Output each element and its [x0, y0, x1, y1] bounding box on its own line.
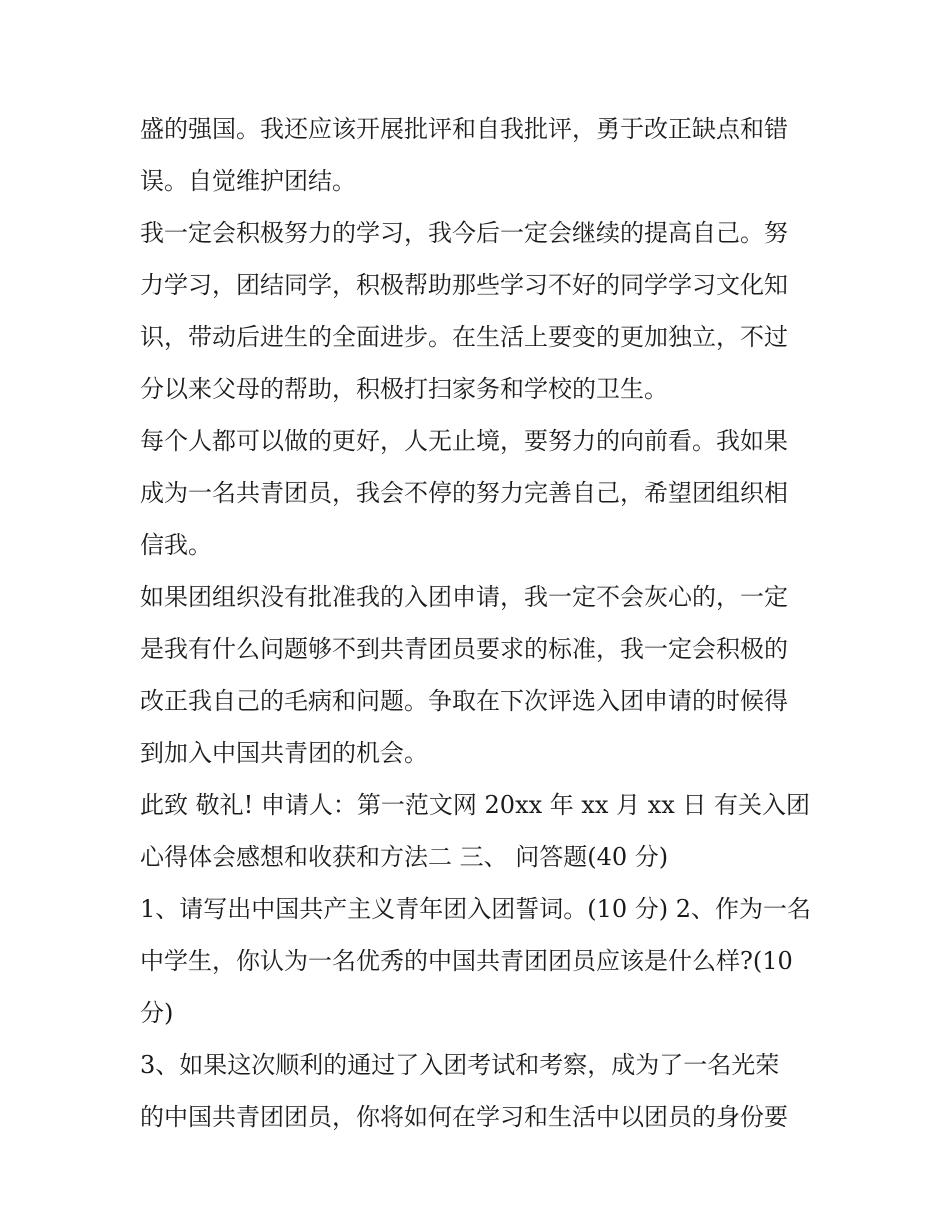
- text-line: 我一定会积极努力的学习，我今后一定会继续的提高自己。努: [140, 219, 788, 247]
- text-line: 信我。: [140, 531, 212, 559]
- text-line: 识，带动后进生的全面进步。在生活上要变的更加独立，不过: [140, 323, 788, 351]
- text-line: 误。自觉维护团结。: [140, 167, 356, 195]
- text-line: 力学习，团结同学，积极帮助那些学习不好的同学学习文化知: [140, 271, 788, 299]
- text-line: 盛的强国。我还应该开展批评和自我批评，勇于改正缺点和错: [140, 115, 788, 143]
- text-line: 改正我自己的毛病和问题。争取在下次评选入团申请的时候得: [140, 687, 788, 715]
- text-line: 3、如果这次顺利的通过了入团考试和考察，成为了一名光荣: [140, 1051, 780, 1079]
- text-line: 到加入中国共青团的机会。: [140, 739, 428, 767]
- text-line: 1、请写出中国共产主义青年团入团誓词。(10 分) 2、作为一名: [140, 895, 812, 923]
- text-line: 中学生，你认为一名优秀的中国共青团团员应该是什么样?(10: [140, 947, 793, 975]
- text-line: 心得体会感想和收获和方法二 三、 问答题(40 分): [140, 843, 669, 871]
- text-line: 成为一名共青团员，我会不停的努力完善自己，希望团组织相: [140, 479, 788, 507]
- document-body: [140, 103, 815, 1143]
- text-line: 此致 敬礼! 申请人：第一范文网 20xx 年 xx 月 xx 日 有关入团: [140, 791, 811, 819]
- text-line: 的中国共青团团员，你将如何在学习和生活中以团员的身份要: [140, 1103, 788, 1131]
- text-line: 每个人都可以做的更好，人无止境，要努力的向前看。我如果: [140, 427, 788, 455]
- text-line: 如果团组织没有批准我的入团申请，我一定不会灰心的，一定: [140, 583, 788, 611]
- text-line: 分以来父母的帮助，积极打扫家务和学校的卫生。: [140, 375, 668, 403]
- text-line: 分): [140, 999, 174, 1027]
- text-line: 是我有什么问题够不到共青团员要求的标准，我一定会积极的: [140, 635, 788, 663]
